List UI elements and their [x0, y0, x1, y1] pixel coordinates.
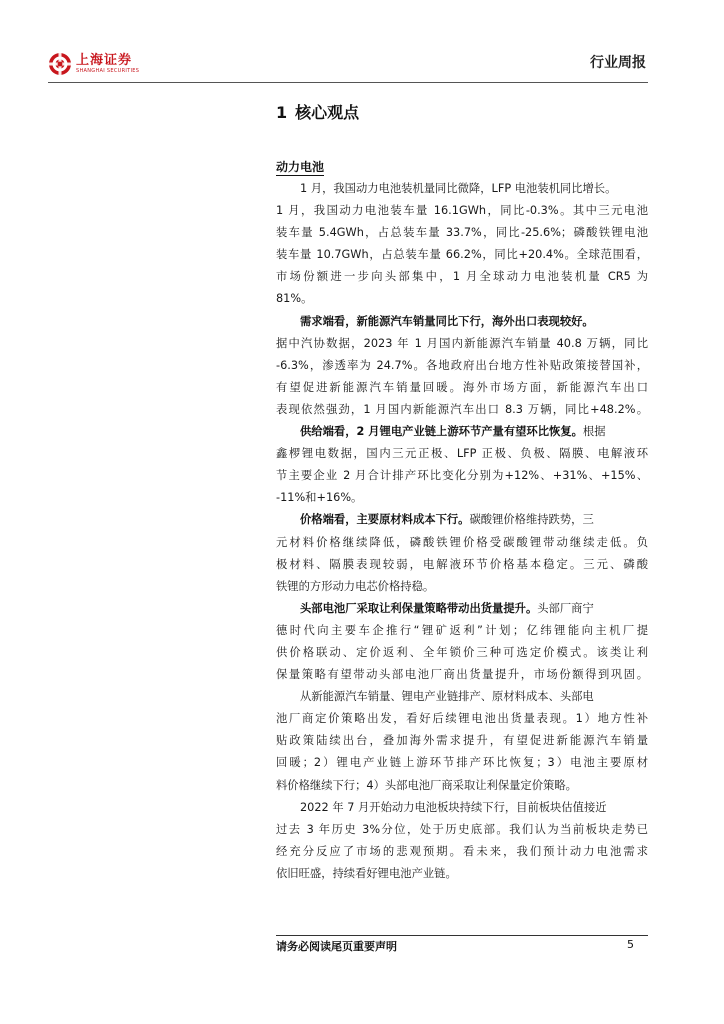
- page-number: 5: [627, 938, 634, 951]
- paragraph-line: 过去 3 年历史 3%分位，处于历史底部。我们认为当前板块走势已: [276, 822, 648, 836]
- paragraph-line: 池厂商定价策略出发，看好后续锂电池出货量表现。1）地方性补: [276, 712, 648, 726]
- paragraph-tail: 碳酸锂价格维持跌势，三: [469, 513, 594, 527]
- subheading: 动力电池: [276, 160, 325, 174]
- bold-lead: 头部电池厂采取让利保量策略带动出货量提升。: [300, 601, 538, 615]
- section-title-text: 核心观点: [295, 103, 360, 122]
- paragraph-line: 料价格继续下行；4）头部电池厂商采取让利保量定价策略。: [276, 778, 577, 792]
- page-header: [48, 44, 648, 84]
- paragraph-line: 2022 年 7 月开始动力电池板块持续下行，目前板块估值接近: [300, 800, 607, 814]
- section-number: 1: [276, 103, 288, 122]
- paragraph-line: 保量策略有望带动头部电池厂商出货量提升，市场份额得到巩固。: [276, 668, 648, 682]
- paragraph-line: 从新能源汽车销量、锂电产业链排产、原材料成本、头部电: [300, 690, 594, 704]
- paragraph-line: 装车量 5.4GWh，占总装车量 33.7%，同比-25.6%；磷酸铁锂电池: [276, 226, 648, 240]
- bold-lead: 需求端看，新能源汽车销量同比下行，海外出口表现较好。: [300, 314, 594, 328]
- bold-lead: 供给端看，2 月锂电产业链上游环节产量有望环比恢复。: [300, 425, 583, 439]
- section-title: [276, 100, 359, 123]
- paragraph-line: 据中汽协数据，2023 年 1 月国内新能源汽车销量 40.8 万辆，同比: [276, 336, 648, 350]
- paragraph-tail: 根据: [582, 425, 606, 439]
- logo-chinese-name: 上海证券: [76, 53, 133, 68]
- paragraph-line: 市场份额进一步向头部集中，1 月全球动力电池装机量 CR5 为: [276, 270, 648, 284]
- paragraph-line: 元材料价格继续降低，磷酸铁锂价格受碳酸锂带动继续走低。负: [276, 535, 648, 549]
- paragraph-line: 装车量 10.7GWh，占总装车量 66.2%，同比+20.4%。全球范围看，: [276, 248, 648, 262]
- company-logo: [48, 52, 139, 76]
- paragraph-line: [276, 421, 648, 443]
- paragraph-line: 有望促进新能源汽车销量回暖。海外市场方面，新能源汽车出口: [276, 380, 648, 394]
- paragraph-line: 鑫椤锂电数据，国内三元正极、LFP 正极、负极、隔膜、电解液环: [276, 447, 648, 461]
- paragraph-line: 81%。: [276, 292, 313, 306]
- paragraph-line: 节主要企业 2 月合计排产环比变化分别为+12%、+31%、+15%、: [276, 469, 648, 483]
- paragraph-line: 1 月，我国动力电池装机量同比微降，LFP 电池装机同比增长。: [300, 182, 617, 195]
- paragraph-line: 1 月，我国动力电池装车量 16.1GWh，同比-0.3%。其中三元电池: [276, 204, 648, 218]
- shanghai-securities-logo-icon: [48, 52, 72, 76]
- paragraph-line: 极材料、隔膜表现较弱，电解液环节价格基本稳定。三元、磷酸: [276, 557, 648, 571]
- paragraph-line: 回暖；2）锂电产业链上游环节排产环比恢复；3）电池主要原材: [276, 756, 648, 770]
- paragraph-line: [276, 598, 648, 620]
- paragraph-tail: 头部厂商宁: [537, 601, 594, 615]
- paragraph-line: 德时代向主要车企推行“锂矿返利”计划；亿纬锂能向主机厂提: [276, 623, 648, 637]
- paragraph-line: 贴政策陆续出台，叠加海外需求提升，有望促进新能源汽车销量: [276, 734, 648, 748]
- paragraph-line: -11%和+16%。: [276, 491, 363, 505]
- report-type-label: 行业周报: [590, 55, 646, 71]
- paragraph-line: 经充分反应了市场的悲观预期。看未来，我们预计动力电池需求: [276, 844, 648, 858]
- paragraph-line: 表现依然强劲，1 月国内新能源汽车出口 8.3 万辆，同比+48.2%。: [276, 402, 648, 416]
- footer-divider: [276, 935, 648, 936]
- paragraph-line: 铁锂的方形动力电芯价格持稳。: [276, 579, 435, 593]
- paragraph-line: [276, 509, 648, 531]
- header-divider: [48, 82, 648, 83]
- body-text: [276, 178, 648, 885]
- bold-lead: 价格端看，主要原材料成本下行。: [300, 513, 470, 527]
- footer-disclaimer: 请务必阅读尾页重要声明: [276, 940, 397, 953]
- paragraph-line: 依旧旺盛，持续看好锂电池产业链。: [276, 866, 457, 880]
- paragraph-line: -6.3%，渗透率为 24.7%。各地政府出台地方性补贴政策接替国补，: [276, 358, 648, 372]
- paragraph-line: [276, 311, 648, 333]
- paragraph-line: 供价格联动、定价返利、全年锁价三种可选定价模式。该类让利: [276, 645, 648, 659]
- logo-english-name: SHANGHAI SECURITIES: [76, 68, 140, 74]
